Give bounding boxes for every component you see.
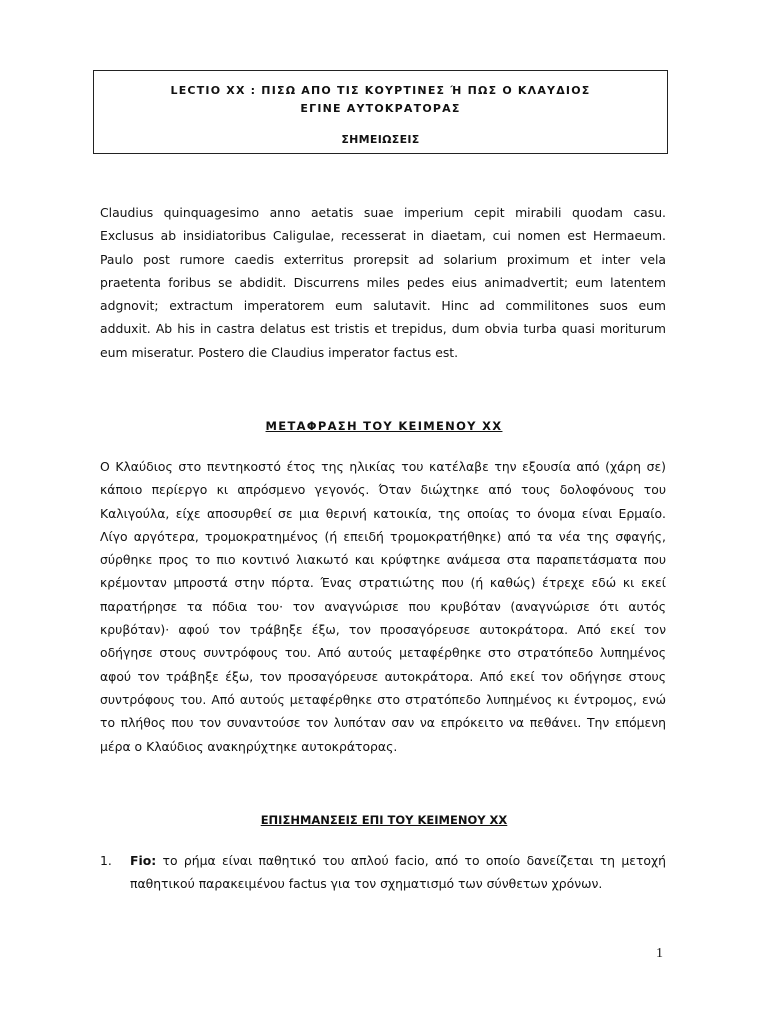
remark-number: 1. (100, 853, 112, 868)
remarks-heading: ΕΠΙΣΗΜΑΝΣΕΙΣ ΕΠΙ ΤΟΥ ΚΕΙΜΕΝΟΥ XX (260, 813, 508, 827)
remark-body (130, 849, 666, 895)
translation-line: αφού τον τράβηξε έξω, τον προσαγόρευσε αυτοκράτορα. Από εκεί τον οδήγησε στους (100, 668, 666, 684)
translation-line: Λίγο αργότερα, τρομοκρατημένος (ή επειδή τρομοκρατήθηκε) από τα νέα της σφαγής, (100, 528, 666, 544)
latin-line: eum miseratur. Postero die Claudius imperator factus est. (100, 344, 459, 360)
latin-line: praetenta foribus se abdidit. Discurrens miles pedes eius animadvertit; eum latentem (100, 274, 666, 290)
lesson-title-line-2: ΕΓΙΝΕ ΑΥΤΟΚΡΑΤΟΡΑΣ (300, 102, 461, 115)
latin-text (100, 201, 666, 364)
latin-line: adgnovit; extractum imperatorem eum salutavit. Hinc ad commilitones suos eum (100, 298, 666, 314)
translation-line: κάποιο περίεργο κι απρόσμενο γεγονός. Όταν διώχτηκε από τους δολοφόνους του (100, 482, 666, 498)
translation-line: Ο Κλαύδιος στο πεντηκοστό έτος της ηλικίας του κατέλαβε την εξουσία από (χάρη σε) (100, 459, 666, 474)
translation-line: κρέμονταν μπροστά στην πόρτα. Ένας στρατιώτης που (ή καθώς) έτρεχε εδώ κι εκεί (100, 575, 666, 591)
translation-line: σύρθηκε προς το πιο κοντινό λιακωτό και κρύφτηκε ανάμεσα στα παραπετάσματα που (100, 552, 666, 568)
lesson-title-line-1: LECTIO XX : ΠΙΣΩ ΑΠΟ ΤΙΣ ΚΟΥΡΤΙΝΕΣ Ή ΠΩΣ Ο ΚΛΑΥΔΙΟΣ (170, 84, 591, 97)
latin-line: Exclusus ab insidiatoribus Caligulae, recesserat in diaetam, cui nomen est Hermaeum. (100, 228, 666, 244)
notes-label: ΣΗΜΕΙΩΣΕΙΣ (341, 133, 420, 146)
remark-line-1-text: το ρήμα είναι παθητικό του απλού facio, από το οποίο δανείζεται τη μετοχή (156, 853, 666, 868)
remark-line-1 (130, 849, 666, 872)
translation-line: κρυβόταν)· αφού τον τράβηξε έξω, τον προσαγόρευσε αυτοκράτορα. Από εκεί τον (100, 622, 666, 638)
translation-line: μέρα ο Κλαύδιος ανακηρύχτηκε αυτοκράτορας. (100, 738, 398, 754)
latin-line: Paulo post rumore caedis exterritus prorepsit ad solarium proximum et inter vela (100, 251, 666, 267)
translation-line: συντρόφους του. Από αυτούς μεταφέρθηκε στο στρατόπεδο λυπημένος κι έντρομος, ενώ (100, 691, 666, 707)
translation-heading: ΜΕΤΑΦΡΑΣΗ ΤΟΥ ΚΕΙΜΕΝΟΥ XX (265, 419, 503, 433)
translation-line: το πλήθος που τον συναντούσε τον λυπόταν σαν να επρόκειτο να πεθάνει. Την επόμενη (100, 715, 666, 731)
translation-line: παρατήρησε τα πόδια του· τον αναγνώρισε που κρυβόταν (αναγνώρισε ότι αυτός (100, 598, 666, 614)
translation-text (100, 455, 666, 758)
remark-line-2: παθητικού παρακειμένου factus για τον σχηματισμό των σύνθετων χρόνων. (130, 876, 603, 891)
title-box (93, 70, 668, 154)
remark-term: Fio: (130, 853, 157, 868)
translation-line: οδήγησε στους συντρόφους του. Από αυτούς μεταφέρθηκε στο στρατόπεδο λυπημένος (100, 645, 666, 661)
latin-line: Claudius quinquagesimo anno aetatis suae imperium cepit mirabili quodam casu. (100, 205, 666, 220)
latin-line: adduxit. Ab his in castra delatus est tristis et trepidus, dum obvia turba quasi moriturum (100, 321, 666, 337)
translation-line: Καλιγούλα, είχε αποσυρθεί σε μια θερινή κατοικία, της οποίας το όνομα είναι Ερμαίο. (100, 505, 666, 521)
page-number: 1 (656, 946, 663, 961)
